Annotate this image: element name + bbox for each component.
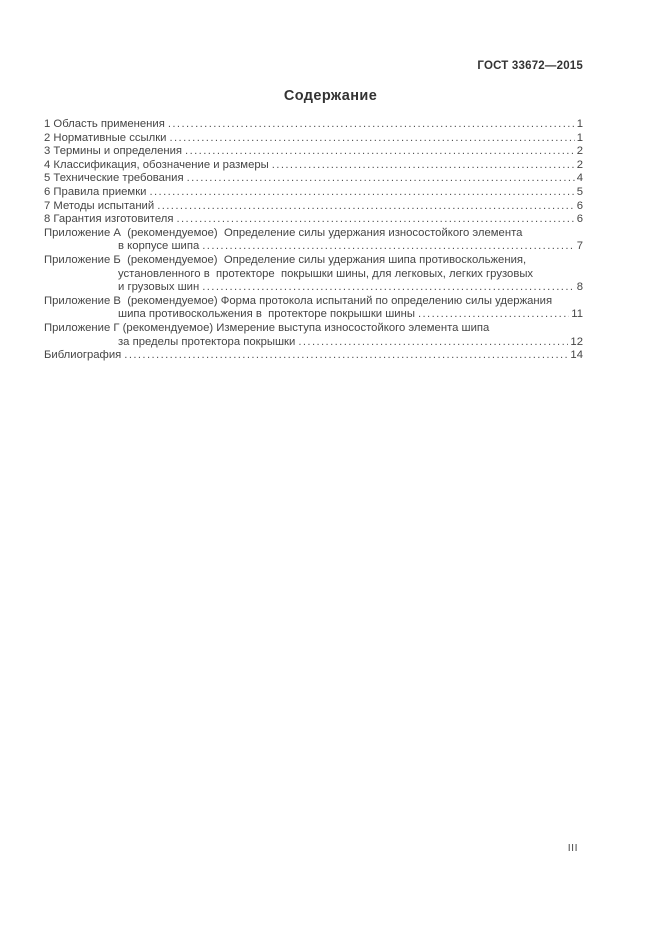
toc-entry-text: 4 Классификация, обозначение и размеры: [44, 158, 269, 171]
toc-entry-text: 8 Гарантия изготовителя: [44, 213, 174, 226]
toc-entry-page: 12: [570, 335, 583, 348]
toc-entry-text: Приложение В (рекомендуемое) Форма протокола испытаний по определению силы удержания: [44, 294, 553, 307]
dot-leader: [157, 200, 575, 214]
toc-entry-page: 2: [576, 158, 583, 171]
toc-entry-continuation: [44, 336, 583, 350]
toc-entry: [44, 145, 583, 159]
toc-entry-text: 5 Технические требования: [44, 172, 184, 185]
toc-entry: [44, 186, 583, 200]
toc-entry-continuation: [44, 281, 583, 295]
toc-entry-text: 3 Термины и определения: [44, 145, 183, 158]
dot-leader: [124, 349, 568, 363]
toc-entry-page: 7: [576, 240, 583, 253]
dot-leader: [202, 281, 574, 295]
toc-entry-text: 6 Правила приемки: [44, 185, 147, 198]
dot-leader: [176, 213, 574, 227]
toc-entry-continuation: [44, 240, 583, 254]
toc-entry: [44, 132, 583, 146]
toc-entry-text: 7 Методы испытаний: [44, 199, 155, 212]
doc-code: ГОСТ 33672—2015: [477, 60, 583, 72]
toc-entry-text: Приложение Б (рекомендуемое) Определение силы удержания шипа противоскольжения,: [44, 253, 527, 266]
toc-entry: [44, 172, 583, 186]
toc-entry-text: и грузовых шин: [118, 281, 200, 294]
toc-entry-appendix: [44, 227, 583, 241]
dot-leader: [187, 172, 575, 186]
toc-entry-page: 5: [576, 185, 583, 198]
toc-entry-text: 1 Область применения: [44, 118, 165, 130]
page-title: Содержание: [283, 88, 378, 104]
toc-entry-page: 2: [576, 145, 583, 158]
toc-entry-text: 2 Нормативные ссылки: [44, 131, 167, 144]
toc-entry-appendix: [44, 254, 583, 268]
toc-entry-page: 11: [571, 308, 583, 321]
dot-leader: [169, 132, 574, 146]
toc-entry: [44, 159, 583, 173]
toc-entry-appendix: [44, 322, 583, 336]
toc-entry-page: 6: [576, 213, 583, 226]
toc-entry-text: шипа противоскольжения в протекторе покрышки шины: [118, 308, 415, 321]
toc-entry-text: установленного в протекторе покрышки шины, для легковых, легких грузовых: [118, 267, 534, 280]
toc-entry-text: Приложение А (рекомендуемое) Определение силы удержания износостойкого элемента: [44, 226, 523, 239]
toc-entry: [44, 200, 583, 214]
toc-entry-page: 1: [576, 131, 583, 144]
toc-entry-page: 4: [576, 172, 583, 185]
toc-entry-continuation: [44, 308, 583, 322]
dot-leader: [149, 186, 574, 200]
toc-entry-text: Приложение Г (рекомендуемое) Измерение выступа износостойкого элемента шипа: [44, 321, 490, 334]
toc-entry-page: 6: [576, 199, 583, 212]
toc-entry-text: в корпусе шипа: [118, 240, 200, 253]
toc-entry: [44, 213, 583, 227]
toc-entry-continuation: [44, 268, 583, 282]
table-of-contents: [44, 118, 583, 363]
dot-leader: [272, 159, 575, 173]
toc-entry-page: 1: [576, 118, 583, 130]
toc-entry: [44, 118, 583, 132]
dot-leader: [168, 118, 575, 132]
toc-entry-text: Библиография: [44, 349, 122, 362]
toc-entry-page: 14: [570, 349, 583, 362]
toc-entry-text: за пределы протектора покрышки: [118, 335, 296, 348]
toc-entry-page: 8: [576, 281, 583, 294]
dot-leader: [298, 336, 568, 350]
dot-leader: [418, 308, 569, 322]
toc-entry-appendix: [44, 295, 583, 309]
dot-leader: [202, 240, 574, 254]
toc-entry: [44, 349, 583, 363]
dot-leader: [185, 145, 575, 159]
folio-page-number: III: [567, 842, 578, 854]
